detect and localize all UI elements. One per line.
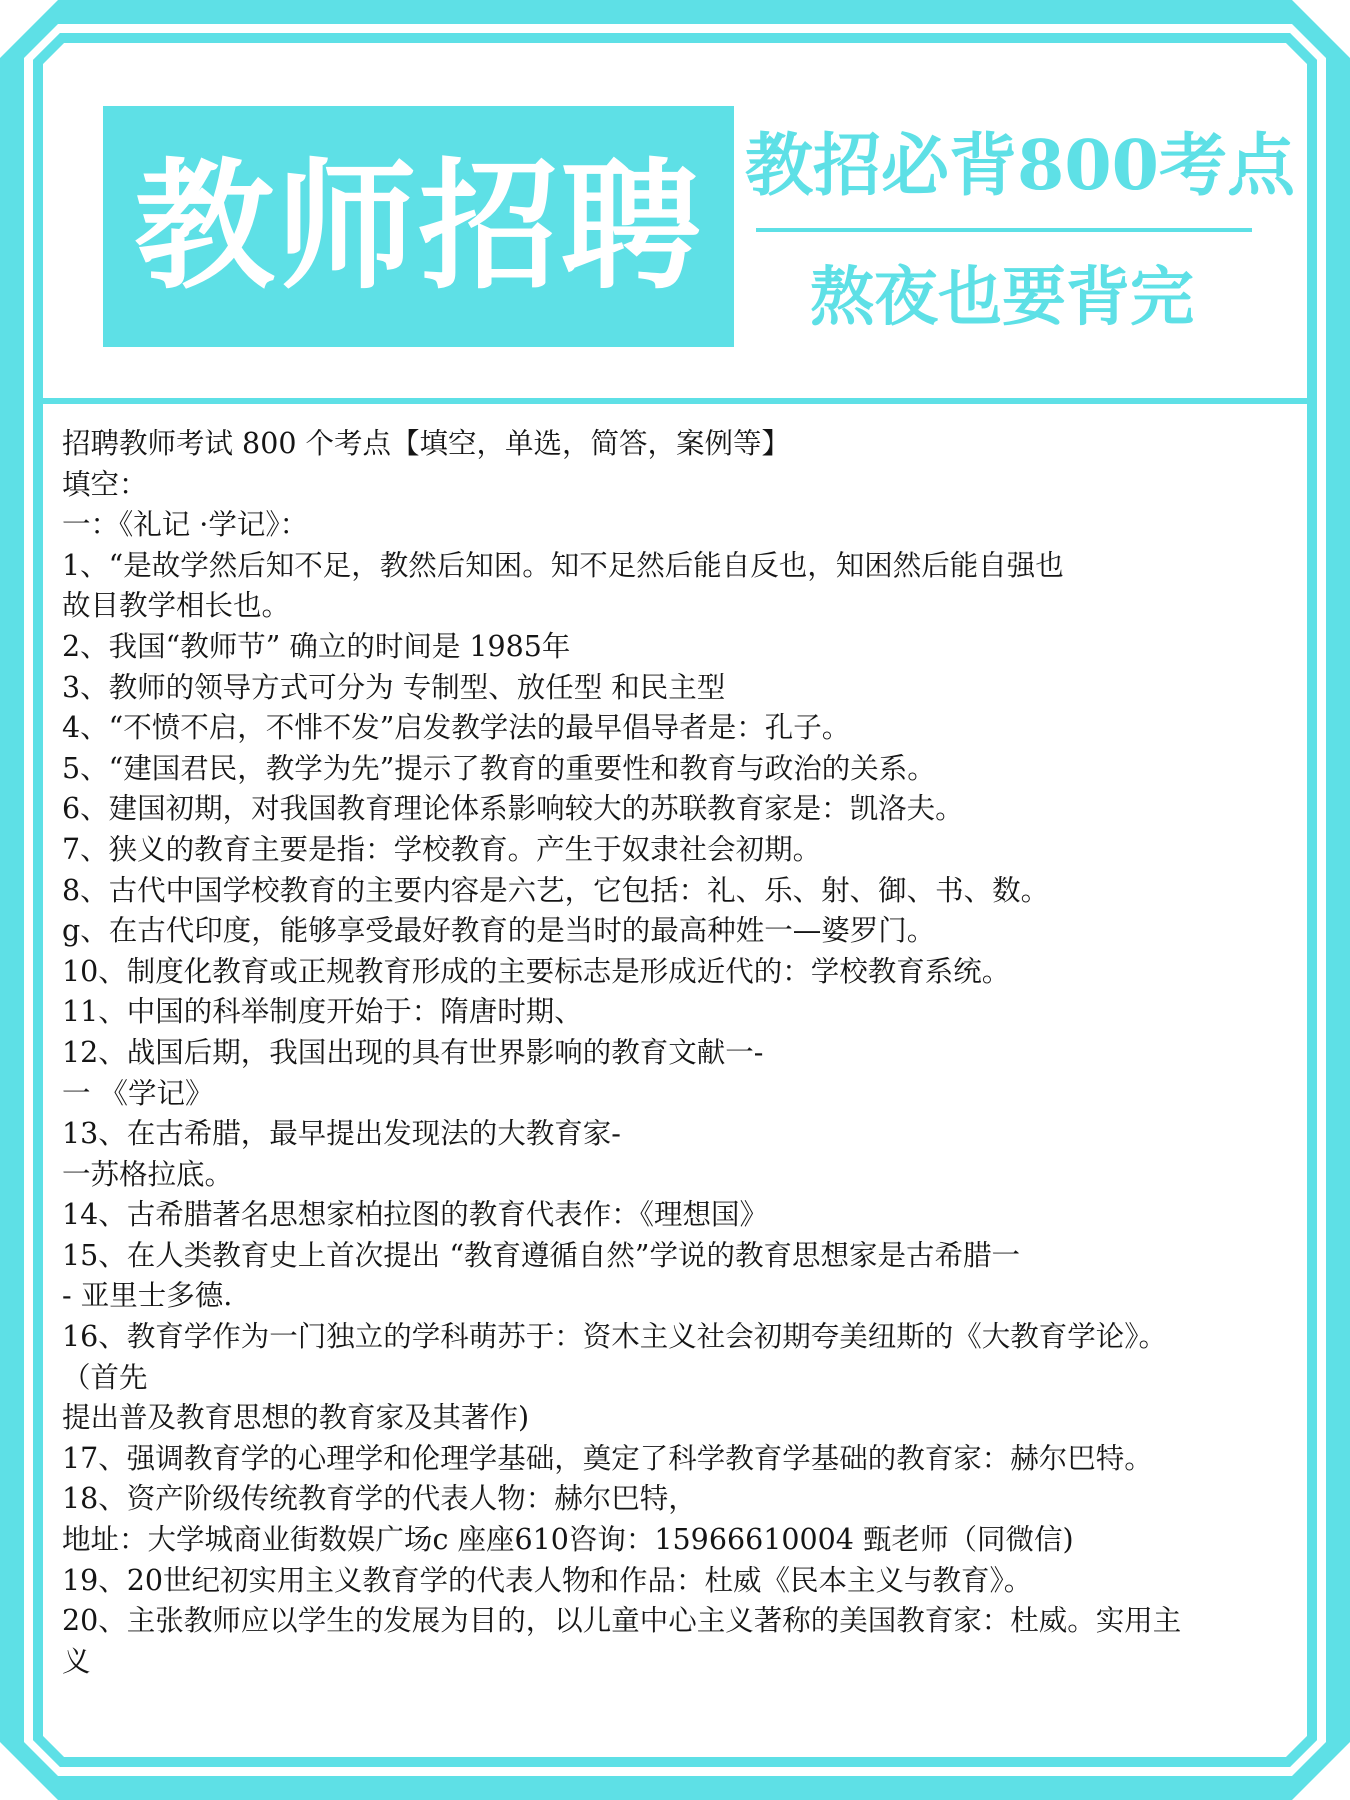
content-line: 11、中国的科举制度开始于：隋唐时期、 [62, 995, 583, 1029]
subtitle: 教招必背800考点 [745, 126, 1295, 206]
section-divider [38, 398, 1312, 404]
content-line: 19、20世纪初实用主义教育学的代表人物和作品：杜威《民本主义与教育》。 [62, 1563, 1033, 1597]
content-line: 3、教师的领导方式可分为 专制型、放任型 和民主型 [62, 670, 726, 704]
content-line: 一：《礼记 ·学记》： [62, 508, 309, 542]
content-line: 20、主张教师应以学生的发展为目的，以儿童中心主义著称的美国教育家：杜威。实用主 [62, 1604, 1182, 1638]
content-body [62, 424, 1287, 1682]
content-line: （首先 [62, 1360, 148, 1394]
content-line: 18、资产阶级传统教育学的代表人物：赫尔巴特， [62, 1482, 697, 1516]
content-line: 招聘教师考试 800 个考点【填空，单选，简答，案例等】 [62, 427, 791, 460]
content-line: 17、强调教育学的心理学和伦理学基础，奠定了科学教育学基础的教育家：赫尔巴特。 [62, 1441, 1153, 1475]
content-line: - 亚里士多德. [62, 1279, 233, 1313]
title-banner [103, 106, 734, 347]
content-line: g、在古代印度，能够享受最好教育的是当时的最高种姓一—婆罗门。 [62, 914, 936, 948]
content-line: 15、在人类教育史上首次提出 “教育遵循自然”学说的教育思想家是古希腊一 [62, 1238, 1020, 1272]
content-line: 5、“建国君民，教学为先”提示了教育的重要性和教育与政治的关系。 [62, 751, 936, 785]
content-line: 4、“不愤不启，不悱不发”启发教学法的最早倡导者是：孔子。 [62, 711, 851, 745]
content-line: 10、制度化教育或正规教育形成的主要标志是形成近代的：学校教育系统。 [62, 954, 1011, 988]
content-line: 6、建国初期，对我国教育理论体系影响较大的苏联教育家是：凯洛夫。 [62, 792, 964, 826]
content-line: 义 [62, 1644, 91, 1678]
content-line: 8、古代中国学校教育的主要内容是六艺，它包括：礼、乐、射、御、书、数。 [62, 873, 1050, 907]
content-line: 12、战国后期，我国出现的具有世界影响的教育文献一- [62, 1035, 764, 1069]
content-line: 提出普及教育思想的教育家及其著作) [62, 1401, 530, 1435]
tagline: 熬夜也要背完 [810, 260, 1194, 335]
subtitle-divider [756, 228, 1252, 232]
content-line: 16、教育学作为一门独立的学科萌苏于：资木主义社会初期夸美纽斯的《大教育学论》。 [62, 1320, 1168, 1354]
content-line: 1、“是故学然后知不足，教然后知困。知不足然后能自反也，知困然后能自强也 [62, 548, 1064, 582]
content-line: 7、狭义的教育主要是指：学校教育。产生于奴隶社会初期。 [62, 832, 822, 866]
content-line: 14、古希腊著名思想家柏拉图的教育代表作：《理想国》 [62, 1198, 769, 1232]
content-line: 2、我国“教师节” 确立的时间是 1985年 [62, 629, 571, 663]
content-line: 地址：大学城商业街数娱广场c 座座610咨询：15966610004 甄老师（同微信) [62, 1523, 1074, 1557]
content-line: 故目教学相长也。 [62, 589, 291, 623]
content-line: 一苏格拉底。 [62, 1157, 234, 1191]
content-line: 填空： [62, 467, 148, 501]
content-line: 一 《学记》 [62, 1076, 214, 1110]
content-line: 13、在古希腊，最早提出发现法的大教育家- [62, 1117, 621, 1151]
banner-title: 教师招聘 [134, 144, 703, 309]
